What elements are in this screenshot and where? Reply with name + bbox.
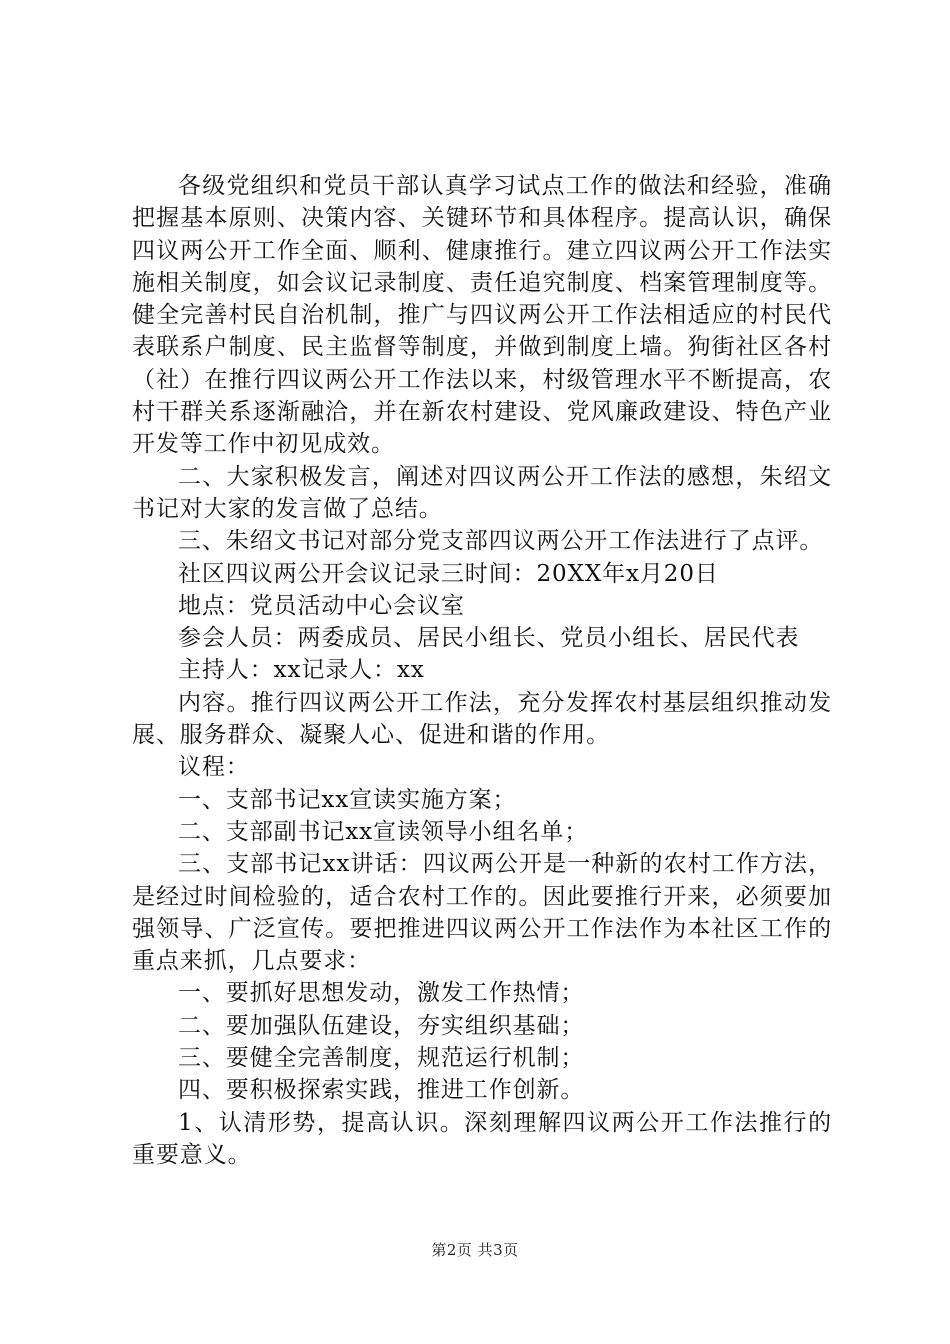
meeting-time: 社区四议两公开会议记录三时间：20XX年x月20日 [178,560,719,587]
requirement-2: 二、要加强队伍建设，夯实组织基础； [178,1012,585,1039]
meeting-content: 内容。推行四议两公开工作法，充分发挥农村基层组织推动发展、服务群众、凝聚人心、促进和谐的作用。 [132,689,832,749]
meeting-host-recorder: 主持人：xx记录人：xx [178,657,425,684]
requirement-4: 四、要积极探索实践，推进工作创新。 [178,1077,585,1104]
document-body [132,170,832,1171]
requirement-1: 一、要抓好思想发动，激发工作热情； [178,980,585,1007]
agenda-heading: 议程： [178,754,250,781]
agenda-item-1: 一、支部书记xx宣读实施方案； [178,786,517,813]
meeting-attendees: 参会人员：两委成员、居民小组长、党员小组长、居民代表 [178,625,800,652]
agenda-item-2: 二、支部副书记xx宣读领导小组名单； [178,818,589,845]
paragraph-review: 三、朱绍文书记对部分党支部四议两公开工作法进行了点评。 [178,528,824,555]
paragraph-pilot-study: 各级党组织和党员干部认真学习试点工作的做法和经验，准确把握基本原则、决策内容、关键环节和具体程序。提高认识，确保四议两公开工作全面、顺利、健康推行。建立四议两公开工作法实施相关制度，如会议记录制度、责任追究制度、档案管理制度等。健全完善村民自治机制，推广与四议两公开工作法相适应的村民代表联系户制度、民主监督等制度，并做到制度上墙。狗街社区各村（社）在推行四议两公开工作法以来，村级管理水平不断提高，农村干群关系逐渐融洽，并在新农村建设、党风廉政建设、特色产业开发等工作中初见成效。 [132,173,832,458]
page-footer: 第2页 共3页 [431,1241,519,1259]
requirement-3: 三、要健全完善制度，规范运行机制； [178,1045,585,1072]
point-1: 1、认清形势，提高认识。深刻理解四议两公开工作法推行的重要意义。 [132,1109,832,1168]
meeting-location: 地点：党员活动中心会议室 [178,592,465,619]
paragraph-discussion: 二、大家积极发言，阐述对四议两公开工作法的感想，朱绍文书记对大家的发言做了总结。 [132,463,832,522]
agenda-item-3: 三、支部书记xx讲话：四议两公开是一种新的农村工作方法，是经过时间检验的，适合农村工作的。因此要推行开来，必须要加强领导、广泛宣传。要把推进四议两公开工作法作为本社区工作的重点来抓，几点要求： [132,851,832,975]
